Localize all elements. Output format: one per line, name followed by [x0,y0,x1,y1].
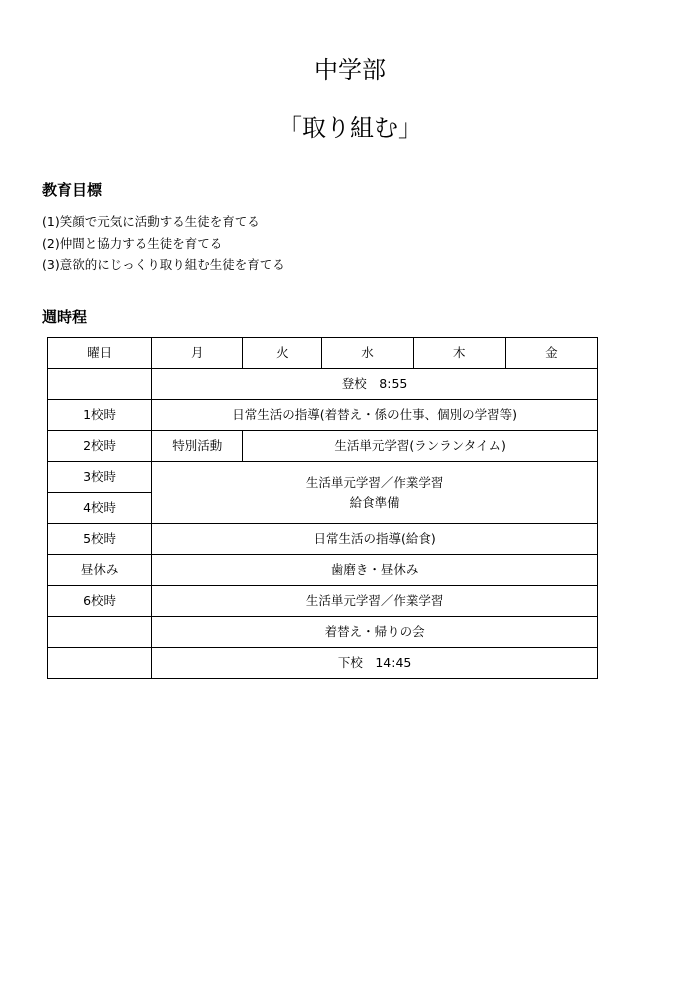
arrival-cell: 登校 8:55 [152,369,598,400]
table-header-row [48,338,598,369]
weekly-schedule-table [47,337,598,679]
period-3-4-line-1: 生活単元学習／作業学習 [305,474,444,490]
lunch-break-cell: 歯磨き・昼休み [152,555,598,586]
period-3-4-cell [152,462,598,524]
period-1-cell: 日常生活の指導(着替え・係の仕事、個別の学習等) [152,400,598,431]
table-row [48,648,598,679]
row-label [48,369,152,400]
goal-item: (2)仲間と協力する生徒を育てる [42,235,223,251]
row-label: 6校時 [48,586,152,617]
goal-item: (3)意欲的にじっくり取り組む生徒を育てる [42,257,285,272]
goal-item: (1)笑顔で元気に活動する生徒を育てる [42,214,260,229]
row-label: 2校時 [48,431,152,462]
row-label [48,648,152,679]
period-3-4-line-2: 給食準備 [349,494,400,510]
table-row [48,369,598,400]
table-row [48,462,598,493]
page-subtitle: 「取り組む」 [278,114,422,142]
header-friday: 金 [505,338,597,369]
goals-list [42,211,285,276]
page-title: 中学部 [314,56,386,84]
row-label: 3校時 [48,462,152,493]
header-monday: 月 [152,338,243,369]
row-label [48,617,152,648]
table-row [48,400,598,431]
table-row [48,617,598,648]
departure-cell: 下校 14:45 [152,648,598,679]
period-2-rest-cell: 生活単元学習(ランランタイム) [243,431,598,462]
schedule-heading: 週時程 [42,308,88,326]
header-wednesday: 水 [322,338,413,369]
row-label: 4校時 [48,493,152,524]
period-6-cell: 生活単元学習／作業学習 [152,586,598,617]
table-row [48,555,598,586]
header-thursday: 木 [413,338,505,369]
goals-heading: 教育目標 [42,181,103,199]
period-5-cell: 日常生活の指導(給食) [152,524,598,555]
row-label: 昼休み [48,555,152,586]
header-tuesday: 火 [243,338,322,369]
table-row [48,524,598,555]
change-homeroom-cell: 着替え・帰りの会 [152,617,598,648]
period-2-monday-cell: 特別活動 [152,431,243,462]
table-row [48,431,598,462]
row-label: 1校時 [48,400,152,431]
header-day-of-week: 曜日 [48,338,152,369]
row-label: 5校時 [48,524,152,555]
table-row [48,586,598,617]
